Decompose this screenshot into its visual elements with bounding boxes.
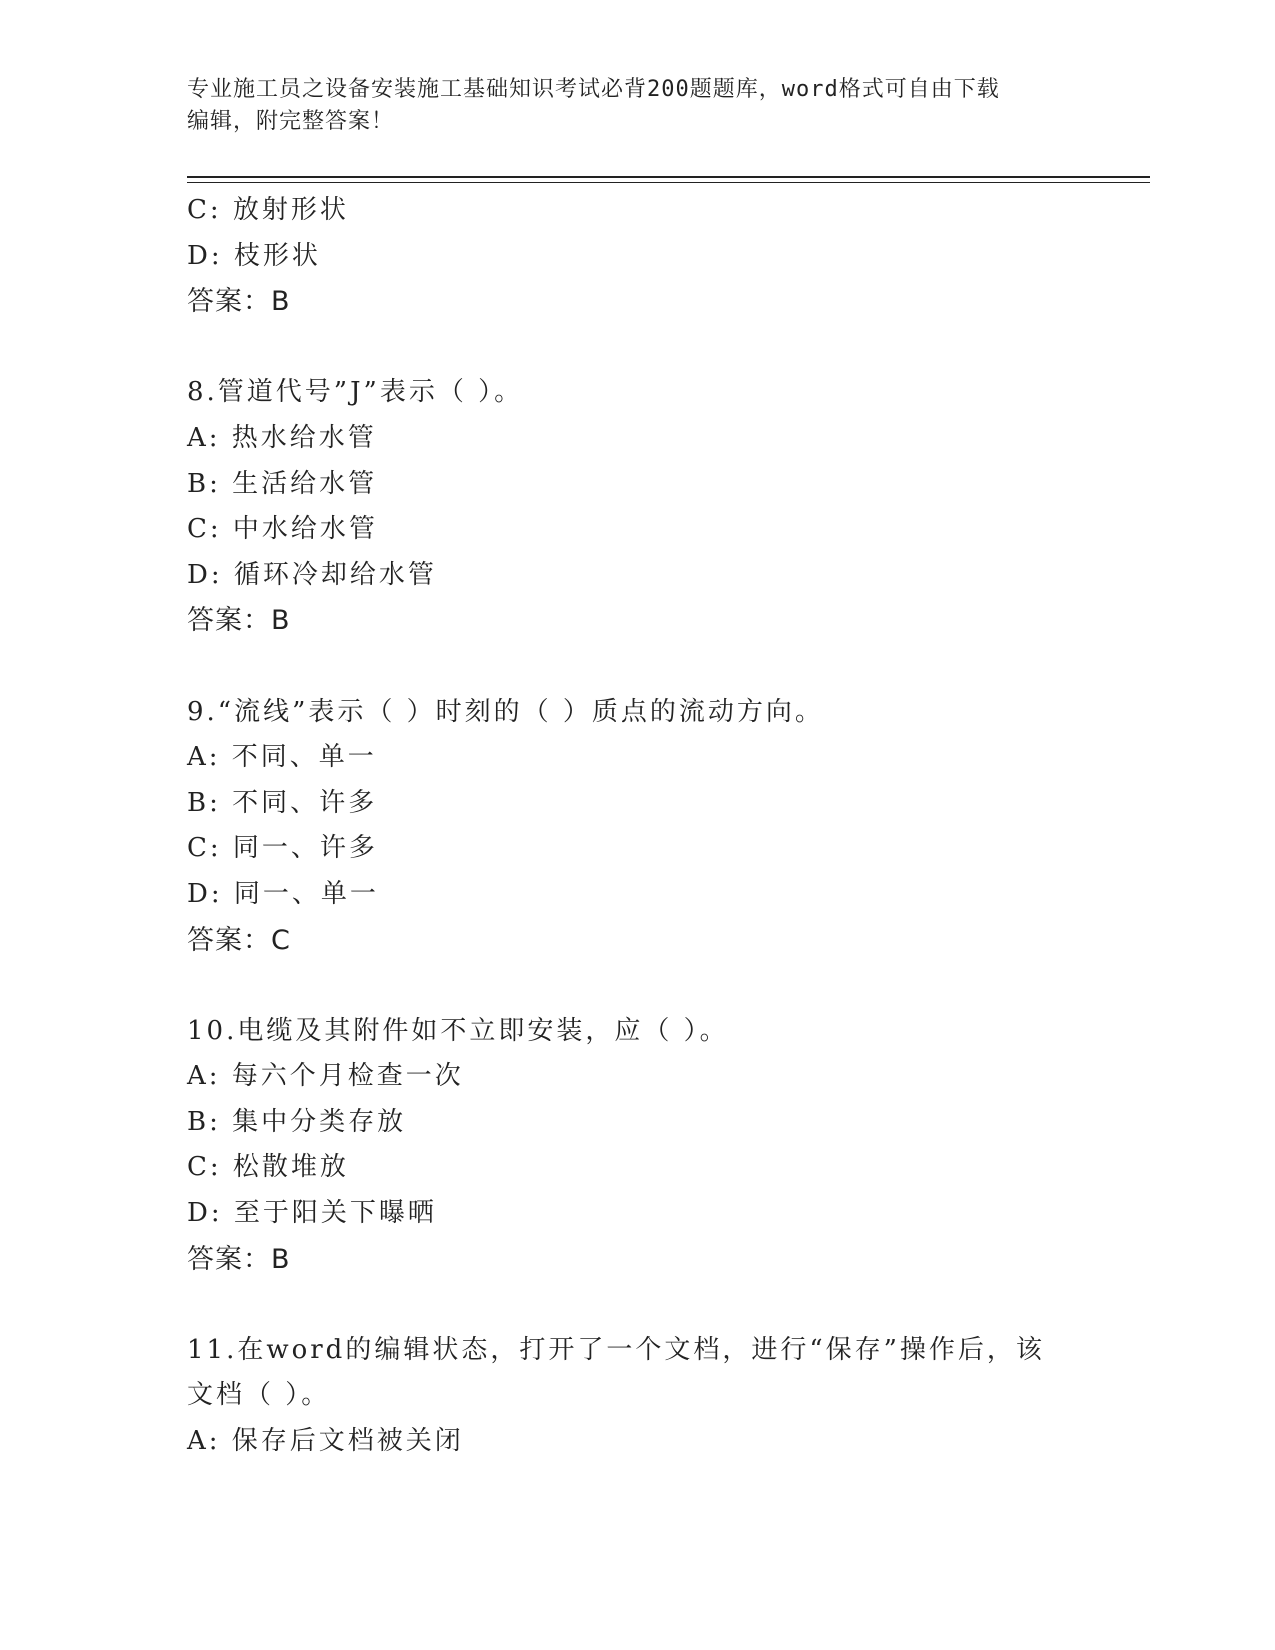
q10-stem: 10.电缆及其附件如不立即安装，应（ ）。 [187,1015,729,1046]
spacer [187,325,1087,371]
q8-option-b: B: 生活给水管 [187,468,378,499]
q10-option-c: C: 松散堆放 [187,1152,349,1183]
header-line-2: 编辑，附完整答案！ [187,109,395,134]
q9-answer: 答案：C [187,924,291,956]
q10-option-d: D: 至于阳关下曝晒 [187,1198,437,1229]
q8-answer: 答案：B [187,605,291,637]
q8-option-a: A: 热水给水管 [187,422,377,453]
q9-option-a: A: 不同、单一 [187,742,377,773]
header-rule-thin [187,182,1150,183]
spacer [187,1282,1087,1328]
q8-option-d: D: 循环冷却给水管 [187,559,437,590]
q9-stem: 9.“流线”表示（ ）时刻的（ ）质点的流动方向。 [187,696,824,727]
q7-option-c: C: 放射形状 [187,195,349,225]
q7-option-d: D: 枝形状 [187,240,321,271]
spacer [187,963,1087,1009]
q11-option-a: A: 保存后文档被关闭 [187,1426,464,1457]
header-line-1: 专业施工员之设备安装施工基础知识考试必背200题题库，word格式可自由下载 [187,77,1000,102]
q9-option-b: B: 不同、许多 [187,787,378,818]
q10-option-b: B: 集中分类存放 [187,1106,407,1137]
header-rule-thick [187,176,1150,178]
q8-option-c: C: 中水给水管 [187,514,378,545]
q11-stem-line-1: 11.在word的编辑状态，打开了一个文档，进行“保存”操作后，该 [187,1334,1045,1365]
q8-stem: 8.管道代号”J”表示（ ）。 [187,377,524,408]
document-header [187,74,1087,138]
q9-option-c: C: 同一、许多 [187,833,378,864]
document-body [187,188,1087,1465]
q10-answer: 答案：B [187,1243,291,1275]
spacer [187,644,1087,690]
q9-option-d: D: 同一、单一 [187,878,379,909]
q7-answer: 答案：B [187,286,291,318]
q10-option-a: A: 每六个月检查一次 [187,1061,464,1092]
q11-stem-line-2: 文档（ ）。 [187,1380,331,1411]
